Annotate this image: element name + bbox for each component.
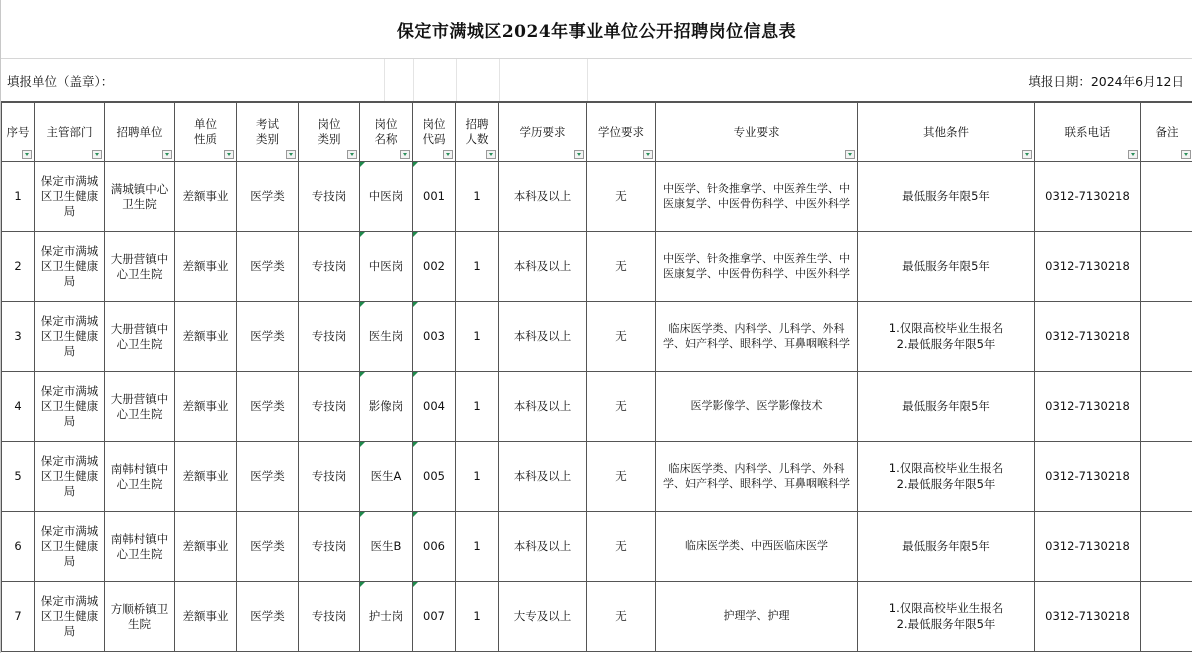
cell-pcat[interactable]: 专技岗 [299, 372, 360, 442]
cell-unit[interactable]: 大册营镇中心卫生院 [105, 372, 175, 442]
cell-unit[interactable]: 大册营镇中心卫生院 [105, 232, 175, 302]
cell-nature[interactable]: 差额事业 [175, 512, 237, 582]
cell-nature[interactable]: 差额事业 [175, 442, 237, 512]
cell-exam[interactable]: 医学类 [237, 162, 299, 232]
cell-exam[interactable]: 医学类 [237, 302, 299, 372]
dropdown-filter-icon[interactable] [1128, 150, 1138, 159]
header-exam: 考试 类别 [237, 103, 299, 162]
dropdown-filter-icon[interactable] [22, 150, 32, 159]
cell-nature[interactable]: 差额事业 [175, 372, 237, 442]
cell-other-line: 2.最低服务年限5年 [896, 476, 996, 491]
cell-exam[interactable]: 医学类 [237, 232, 299, 302]
cell-dept[interactable]: 保定市满城区卫生健康局 [35, 372, 105, 442]
cell-exam[interactable]: 医学类 [237, 582, 299, 652]
table-row [2, 582, 1192, 652]
cell-remark[interactable] [1141, 232, 1192, 302]
cell-other-line: 2.最低服务年限5年 [896, 616, 996, 631]
cell-phone[interactable]: 0312-7130218 [1035, 162, 1141, 232]
cell-major[interactable]: 医学影像学、医学影像技术 [656, 372, 858, 442]
dropdown-filter-icon[interactable] [643, 150, 653, 159]
cell-pcode-text: 006 [423, 539, 445, 554]
dropdown-filter-icon[interactable] [1022, 150, 1032, 159]
cell-count[interactable]: 1 [456, 512, 499, 582]
cell-major[interactable]: 临床医学类、内科学、儿科学、外科学、妇产科学、眼科学、耳鼻咽喉科学 [656, 442, 858, 512]
cell-degree[interactable]: 无 [587, 302, 656, 372]
cell-pname[interactable] [360, 302, 413, 372]
cell-seq[interactable]: 6 [2, 512, 35, 582]
cell-other[interactable] [858, 302, 1035, 372]
cell-exam[interactable]: 医学类 [237, 442, 299, 512]
recruitment-table [1, 102, 1192, 652]
dropdown-filter-icon[interactable] [443, 150, 453, 159]
header-nature: 单位 性质 [175, 103, 237, 162]
cell-edu[interactable]: 本科及以上 [499, 302, 587, 372]
cell-pcode[interactable] [413, 302, 456, 372]
cell-other-line: 最低服务年限5年 [902, 258, 990, 273]
cell-pcode[interactable] [413, 372, 456, 442]
cell-remark[interactable] [1141, 442, 1192, 512]
cell-phone[interactable]: 0312-7130218 [1035, 442, 1141, 512]
cell-degree[interactable]: 无 [587, 442, 656, 512]
cell-pcat[interactable]: 专技岗 [299, 582, 360, 652]
cell-other[interactable] [858, 232, 1035, 302]
reporting-date: 填报日期：2024年6月12日 [1028, 74, 1184, 89]
cell-pcode[interactable] [413, 442, 456, 512]
cell-other-line: 1.仅限高校毕业生报名 [888, 320, 1004, 335]
dropdown-filter-icon[interactable] [286, 150, 296, 159]
dropdown-filter-icon[interactable] [92, 150, 102, 159]
header-major: 专业要求 [656, 103, 858, 162]
cell-other[interactable] [858, 372, 1035, 442]
cell-major[interactable]: 中医学、针灸推拿学、中医养生学、中医康复学、中医骨伤科学、中医外科学 [656, 162, 858, 232]
grid-line [499, 59, 500, 101]
cell-other-line: 最低服务年限5年 [902, 538, 990, 553]
cell-pcat[interactable]: 专技岗 [299, 232, 360, 302]
cell-major[interactable]: 中医学、针灸推拿学、中医养生学、中医康复学、中医骨伤科学、中医外科学 [656, 232, 858, 302]
cell-nature[interactable]: 差额事业 [175, 232, 237, 302]
cell-nature[interactable]: 差额事业 [175, 162, 237, 232]
grid-line [587, 59, 588, 101]
cell-phone[interactable]: 0312-7130218 [1035, 302, 1141, 372]
header-row [2, 103, 1192, 162]
cell-pname-text: 医生岗 [368, 329, 404, 344]
cell-pcode[interactable] [413, 512, 456, 582]
cell-degree[interactable]: 无 [587, 162, 656, 232]
cell-seq[interactable]: 5 [2, 442, 35, 512]
header-count: 招聘 人数 [456, 103, 499, 162]
cell-other[interactable] [858, 512, 1035, 582]
cell-pcode[interactable] [413, 232, 456, 302]
info-row [1, 59, 1192, 102]
dropdown-filter-icon[interactable] [486, 150, 496, 159]
cell-phone[interactable]: 0312-7130218 [1035, 512, 1141, 582]
cell-pcode-text: 005 [423, 469, 445, 484]
cell-other-line: 2.最低服务年限5年 [896, 336, 996, 351]
dropdown-filter-icon[interactable] [845, 150, 855, 159]
dropdown-filter-icon[interactable] [162, 150, 172, 159]
cell-other[interactable] [858, 582, 1035, 652]
cell-count[interactable]: 1 [456, 442, 499, 512]
table-row [2, 302, 1192, 372]
dropdown-filter-icon[interactable] [574, 150, 584, 159]
cell-unit[interactable]: 南韩村镇中心卫生院 [105, 512, 175, 582]
cell-seq[interactable]: 2 [2, 232, 35, 302]
grid-line [384, 59, 385, 101]
dropdown-filter-icon[interactable] [347, 150, 357, 159]
cell-major[interactable]: 临床医学类、中西医临床医学 [656, 512, 858, 582]
header-remark: 备注 [1141, 103, 1192, 162]
cell-edu[interactable]: 本科及以上 [499, 162, 587, 232]
cell-dept[interactable]: 保定市满城区卫生健康局 [35, 302, 105, 372]
header-dept: 主管部门 [35, 103, 105, 162]
cell-edu[interactable]: 本科及以上 [499, 512, 587, 582]
cell-seq[interactable]: 1 [2, 162, 35, 232]
cell-pname-text: 医生A [370, 469, 402, 484]
cell-unit[interactable]: 满城镇中心卫生院 [105, 162, 175, 232]
cell-pcat[interactable]: 专技岗 [299, 512, 360, 582]
table-row [2, 232, 1192, 302]
cell-pcode[interactable] [413, 582, 456, 652]
cell-pcat[interactable]: 专技岗 [299, 302, 360, 372]
cell-pcode-text: 007 [423, 609, 445, 624]
cell-edu[interactable]: 本科及以上 [499, 442, 587, 512]
cell-pcat[interactable]: 专技岗 [299, 162, 360, 232]
cell-pcode-text: 002 [423, 259, 445, 274]
table-row [2, 162, 1192, 232]
cell-remark[interactable] [1141, 302, 1192, 372]
dropdown-filter-icon[interactable] [1181, 150, 1191, 159]
header-pcode: 岗位 代码 [413, 103, 456, 162]
cell-seq[interactable]: 4 [2, 372, 35, 442]
dropdown-filter-icon[interactable] [224, 150, 234, 159]
cell-degree[interactable]: 无 [587, 512, 656, 582]
header-pcat: 岗位 类别 [299, 103, 360, 162]
cell-unit[interactable]: 南韩村镇中心卫生院 [105, 442, 175, 512]
cell-pname-text: 影像岗 [368, 399, 404, 414]
cell-other[interactable] [858, 442, 1035, 512]
cell-phone[interactable]: 0312-7130218 [1035, 232, 1141, 302]
cell-degree[interactable]: 无 [587, 372, 656, 442]
cell-dept[interactable]: 保定市满城区卫生健康局 [35, 232, 105, 302]
header-other: 其他条件 [858, 103, 1035, 162]
cell-pname[interactable] [360, 372, 413, 442]
cell-pname[interactable] [360, 232, 413, 302]
cell-pname-text: 护士岗 [368, 609, 404, 624]
cell-pcode-text: 001 [423, 189, 445, 204]
cell-other-line: 最低服务年限5年 [902, 398, 990, 413]
header-unit: 招聘单位 [105, 103, 175, 162]
cell-unit[interactable]: 大册营镇中心卫生院 [105, 302, 175, 372]
dropdown-filter-icon[interactable] [400, 150, 410, 159]
cell-other[interactable] [858, 162, 1035, 232]
grid-line [413, 59, 414, 101]
cell-edu[interactable]: 大专及以上 [499, 582, 587, 652]
cell-remark[interactable] [1141, 512, 1192, 582]
cell-seq[interactable]: 7 [2, 582, 35, 652]
header-edu: 学历要求 [499, 103, 587, 162]
title-row [1, 0, 1192, 59]
cell-pname-text: 中医岗 [368, 189, 404, 204]
cell-edu[interactable]: 本科及以上 [499, 232, 587, 302]
cell-count[interactable]: 1 [456, 582, 499, 652]
cell-pname-text: 医生B [370, 539, 402, 554]
cell-remark[interactable] [1141, 582, 1192, 652]
cell-pcode-text: 004 [423, 399, 445, 414]
header-degree: 学位要求 [587, 103, 656, 162]
cell-count[interactable]: 1 [456, 232, 499, 302]
cell-pcode[interactable] [413, 162, 456, 232]
cell-degree[interactable]: 无 [587, 232, 656, 302]
cell-seq[interactable]: 3 [2, 302, 35, 372]
cell-dept[interactable]: 保定市满城区卫生健康局 [35, 162, 105, 232]
page-title: 保定市满城区2024年事业单位公开招聘岗位信息表 [396, 21, 797, 42]
cell-phone[interactable]: 0312-7130218 [1035, 582, 1141, 652]
cell-nature[interactable]: 差额事业 [175, 302, 237, 372]
table-row [2, 372, 1192, 442]
cell-other-line: 1.仅限高校毕业生报名 [888, 600, 1004, 615]
cell-remark[interactable] [1141, 162, 1192, 232]
table-row [2, 442, 1192, 512]
cell-exam[interactable]: 医学类 [237, 512, 299, 582]
reporting-unit-label: 填报单位（盖章）： [7, 74, 114, 89]
cell-pcode-text: 003 [423, 329, 445, 344]
cell-nature[interactable]: 差额事业 [175, 582, 237, 652]
header-seq: 序号 [2, 103, 35, 162]
cell-pname[interactable] [360, 512, 413, 582]
cell-count[interactable]: 1 [456, 302, 499, 372]
cell-remark[interactable] [1141, 372, 1192, 442]
cell-count[interactable]: 1 [456, 162, 499, 232]
cell-phone[interactable]: 0312-7130218 [1035, 372, 1141, 442]
cell-dept[interactable]: 保定市满城区卫生健康局 [35, 512, 105, 582]
header-phone: 联系电话 [1035, 103, 1141, 162]
cell-other-line: 最低服务年限5年 [902, 188, 990, 203]
cell-pcat[interactable]: 专技岗 [299, 442, 360, 512]
cell-major[interactable]: 临床医学类、内科学、儿科学、外科学、妇产科学、眼科学、耳鼻咽喉科学 [656, 302, 858, 372]
cell-pname[interactable] [360, 442, 413, 512]
cell-dept[interactable]: 保定市满城区卫生健康局 [35, 442, 105, 512]
cell-dept[interactable]: 保定市满城区卫生健康局 [35, 582, 105, 652]
cell-pname[interactable] [360, 582, 413, 652]
grid-line [456, 59, 457, 101]
cell-edu[interactable]: 本科及以上 [499, 372, 587, 442]
cell-exam[interactable]: 医学类 [237, 372, 299, 442]
cell-count[interactable]: 1 [456, 372, 499, 442]
header-pname: 岗位 名称 [360, 103, 413, 162]
table-row [2, 512, 1192, 582]
cell-pname[interactable] [360, 162, 413, 232]
cell-degree[interactable]: 无 [587, 582, 656, 652]
cell-other-line: 1.仅限高校毕业生报名 [888, 460, 1004, 475]
cell-pname-text: 中医岗 [368, 259, 404, 274]
cell-unit[interactable]: 方顺桥镇卫生院 [105, 582, 175, 652]
cell-major[interactable]: 护理学、护理 [656, 582, 858, 652]
